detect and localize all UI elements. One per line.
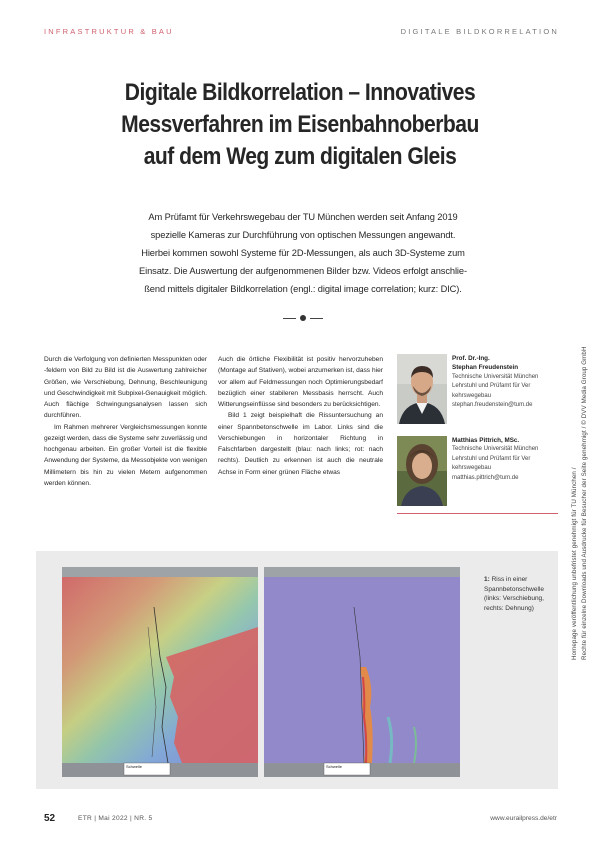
lead-line: spezielle Kameras zur Durchführung von optischen Messungen angewandt. xyxy=(150,230,456,240)
author-affiliation: Technische Universität München xyxy=(452,373,539,380)
author-name: Stephan Freudenstein xyxy=(452,364,519,372)
author-affiliation: Technische Universität München xyxy=(452,446,539,453)
copyright-line: Rechte für einzelne Downloads und Ausdrucke für Besucher der Seite genehmigt / © DVV Media Group GmbH xyxy=(581,346,588,660)
header-topic: DIGITALE BILDKORRELATION xyxy=(400,27,559,36)
paragraph: Auch die örtliche Flexibilität ist positiv hervorzuheben (Montage auf Stativen), wobei anzumerken ist, dass hier vor allem auf Feldmessungen noch Optimierungsbedarf bezüglich einer stabileren Messbasis herrscht. Auch Witterungseinflüsse sind besonders zu berücksichtigen. xyxy=(218,356,383,408)
title-line: auf dem Weg zum digitalen Gleis xyxy=(143,143,457,170)
author-name: Prof. Dr.-Ing. xyxy=(452,355,490,362)
page-number: 52 xyxy=(44,813,56,824)
header-section: INFRASTRUKTUR & BAU xyxy=(44,27,174,36)
paragraph: Im Rahmen mehrerer Vergleichsmessungen konnte gezeigt werden, dass die Systeme sehr zuverlässig und hochgenau arbeiten. Ein großer Vorteil ist die flexible Anwendung der Systeme, da Messobjekte von wenigen Millimetern bis hin zu vielen Metern aufgenommen werden können. xyxy=(44,423,207,487)
article-title xyxy=(94,77,507,173)
figure-legend-left: Schwelle xyxy=(126,764,143,769)
author-info xyxy=(452,354,560,410)
figure-image-strain xyxy=(264,567,460,777)
author-affiliation: Lehrstuhl und Prüfamt für Ver xyxy=(452,383,531,390)
body-column-2 xyxy=(218,354,383,478)
issue-info: ETR | Mai 2022 | NR. 5 xyxy=(78,815,153,822)
title-line: Digitale Bildkorrelation – Innovatives xyxy=(124,79,476,106)
copyright-line: Homepage veröffentlichung unbefristet genehmigt für TU München / xyxy=(571,467,578,660)
body-column-1 xyxy=(44,354,207,489)
author-photo xyxy=(397,436,447,506)
article-lead xyxy=(102,208,504,298)
figure-caption xyxy=(484,575,554,613)
website-link[interactable]: www.eurailpress.de/etr xyxy=(490,815,557,822)
author-card xyxy=(397,436,557,511)
paragraph: Bild 1 zeigt beispielhaft die Rissuntersuchung an einer Spannbetonschwelle im Labor. Links sind die Verschiebungen in horizontaler Richtung in Falschfarben dargestellt (blau: nach links; rot: nach rechts). Deutlich zu erkennen ist auch die neutrale Achse in Form einer grünen Fläche etwas xyxy=(218,412,383,476)
author-affiliation: kehrswegebau xyxy=(452,392,492,399)
author-card xyxy=(397,354,557,429)
author-name: Matthias Pittrich, MSc. xyxy=(452,437,520,444)
author-photo xyxy=(397,354,447,424)
figure-image-displacement xyxy=(62,567,258,777)
lead-line: Am Prüfamt für Verkehrswegebau der TU München werden seit Anfang 2019 xyxy=(148,212,458,222)
lead-line: Einsatz. Die Auswertung der aufgenommenen Bilder bzw. Videos erfolgt anschlie- xyxy=(139,266,467,276)
lead-line: Hierbei kommen sowohl Systeme für 2D-Messungen, als auch 3D-Systeme zum xyxy=(141,248,465,258)
lead-line: ßend mittels digitaler Bildkorrelation (engl.: digital image correlation; kurz: DIC). xyxy=(144,284,462,294)
author-email[interactable]: stephan.freudenstein@tum.de xyxy=(452,402,533,409)
author-email[interactable]: matthias.pittrich@tum.de xyxy=(452,474,519,481)
accent-rule xyxy=(397,513,558,514)
author-info xyxy=(452,436,560,483)
copyright-note-2 xyxy=(581,210,591,660)
caption-number: 1: xyxy=(484,576,490,583)
caption-text: Riss in einer Spannbetonschwelle (links: Verschiebung, rechts: Dehnung) xyxy=(484,576,544,612)
title-line: Messverfahren im Eisenbahnoberbau xyxy=(121,111,479,138)
figure-legend-right: Schwelle xyxy=(326,764,343,769)
paragraph: Durch die Verfolgung von definierten Messpunkten oder -feldern von Bild zu Bild ist die Auswertung zahlreicher Größen, wie Verschiebung, Dehnung, Beschleunigung und Geschwindigkeit mit Subpixel-Genauigkeit möglich. Auch flächige Schwingungsanalysen lassen sich durchführen. xyxy=(44,356,207,420)
author-affiliation: kehrswegebau xyxy=(452,465,492,472)
ornament-divider xyxy=(283,314,323,322)
author-affiliation: Lehrstuhl und Prüfamt für Ver xyxy=(452,455,531,462)
